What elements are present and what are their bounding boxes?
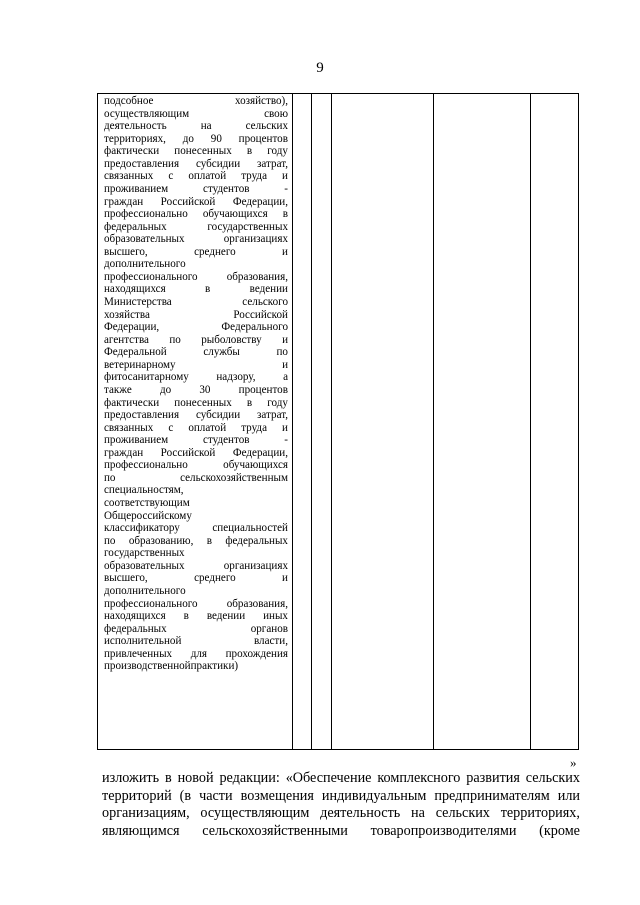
cell-text-word: специальностей	[212, 522, 288, 535]
paragraph-word: деятельность	[320, 805, 401, 821]
cell-text-word: профессионально	[104, 459, 188, 472]
paragraph-word: сельских	[435, 805, 490, 821]
cell-text-word: Федерального	[221, 321, 288, 334]
cell-text-line	[104, 572, 288, 585]
cell-text-word: образовательных	[104, 233, 185, 246]
cell-text-line	[104, 95, 288, 108]
cell-text-word: среднего	[194, 245, 236, 258]
cell-text-word: привлеченных	[104, 647, 173, 660]
cell-text-word: подсобное	[104, 95, 154, 107]
cell-text-word: процентов	[238, 383, 288, 396]
cell-text-word: высшего,	[104, 245, 148, 258]
cell-text-word: государственных	[207, 220, 288, 233]
cell-text-line	[104, 459, 288, 472]
cell-text-word: службы	[203, 346, 240, 359]
paragraph-word: в	[164, 770, 172, 786]
paragraph-word: товаропроизводителями	[370, 822, 517, 839]
cell-text-line	[104, 384, 288, 397]
cell-text-word: студентов	[203, 182, 250, 195]
cell-text-word: по	[276, 346, 288, 359]
cell-text-word: -	[284, 434, 288, 447]
paragraph-word: развития	[466, 770, 520, 786]
cell-text-word: профессионального	[104, 597, 198, 610]
cell-text-word: субсидии	[195, 409, 241, 422]
cell-text-line	[104, 397, 288, 410]
cell-text-word: сельского	[242, 296, 288, 308]
cell-text-word: фитосанитарному	[104, 371, 189, 384]
paragraph-word: сельскохозяйственными	[202, 822, 348, 839]
cell-text-word: по	[104, 471, 116, 484]
cell-text-word: сельскохозяйственным	[180, 471, 288, 484]
cell-text-line	[104, 447, 288, 460]
cell-text-word: процентов	[238, 132, 288, 145]
cell-text-line	[104, 120, 288, 133]
cell-text-word: надзору,	[216, 371, 256, 384]
cell-text-word: обучающихся	[223, 459, 288, 472]
cell-text-line	[104, 409, 288, 422]
cell-text-word: обучающихся	[202, 208, 268, 221]
cell-text-word: а	[283, 371, 288, 384]
cell-text-line	[104, 170, 288, 183]
cell-text-word: фактически	[104, 396, 160, 409]
cell-text-word: фактически	[104, 145, 160, 158]
cell-text-word: и	[282, 358, 288, 371]
cell-text-word: предоставления	[104, 157, 180, 170]
cell-text-word: в	[246, 396, 253, 409]
cell-text-word: связанных	[104, 421, 154, 434]
cell-text-line	[104, 321, 288, 334]
cell-text-line	[104, 334, 288, 347]
cell-text-word: деятельность	[104, 120, 167, 133]
cell-text-word: 90	[210, 132, 222, 145]
cell-text-word: высшего,	[104, 572, 148, 585]
table-column-divider	[331, 94, 332, 749]
cell-text-word: 30	[199, 383, 211, 396]
cell-text-word: рыболовству	[201, 333, 262, 346]
cell-text-word: и	[282, 421, 288, 434]
cell-text-line	[104, 610, 288, 623]
cell-text-word: до	[159, 383, 172, 396]
cell-text-line	[104, 258, 288, 271]
cell-text-word: соответствующим	[104, 497, 190, 509]
cell-text-word: Федерации,	[104, 321, 160, 334]
cell-text-line	[104, 309, 288, 322]
cell-text-word: и	[282, 572, 288, 585]
cell-text-word: федеральных	[225, 534, 288, 547]
cell-text-word: с	[168, 170, 174, 183]
cell-text-word: оплатой	[188, 421, 227, 434]
cell-text-word: агентства	[104, 333, 149, 346]
cell-text-word: ветеринарному	[104, 358, 176, 371]
paragraph-word: (кроме	[539, 822, 580, 839]
amendment-paragraph	[102, 770, 580, 840]
cell-text-word: труда	[241, 170, 267, 183]
cell-text-line	[104, 208, 288, 221]
cell-text-word: осуществляющим	[104, 107, 190, 120]
cell-text-word: до	[182, 132, 194, 145]
cell-text-word: государственных	[104, 547, 185, 560]
cell-text-word: ведении	[249, 283, 288, 296]
paragraph-word: сельских	[525, 770, 580, 786]
cell-text-word: и	[282, 333, 288, 346]
paragraph-word: части	[199, 787, 233, 804]
cell-text-word: Российской	[160, 446, 216, 459]
cell-text-line	[104, 434, 288, 447]
paragraph-word: изложить	[102, 770, 160, 786]
cell-text-word: практики)	[190, 660, 239, 673]
cell-text-line	[104, 158, 288, 171]
cell-text-word: образования,	[226, 597, 288, 610]
paragraph-word: организациям,	[102, 805, 190, 821]
cell-text-word: связанных	[104, 170, 154, 183]
cell-text-word: власти,	[253, 635, 288, 648]
cell-text-word: организациях	[223, 559, 288, 572]
cell-text-word: федеральных	[104, 622, 167, 635]
cell-text-line	[104, 510, 288, 523]
table-cell-text	[104, 95, 288, 673]
table-column-divider	[530, 94, 531, 749]
cell-text-word: производственной	[104, 660, 191, 673]
cell-text-word: в	[205, 283, 211, 296]
table-column-divider	[433, 94, 434, 749]
cell-text-word: хозяйства	[104, 308, 150, 321]
cell-text-word: по	[104, 534, 116, 547]
cell-text-word: классификатору	[104, 522, 180, 535]
paragraph-word: территорий	[102, 787, 172, 804]
cell-text-word: прохождения	[225, 647, 288, 660]
cell-text-word: проживанием	[104, 182, 169, 195]
cell-text-word: в	[183, 610, 189, 623]
cell-text-word: для	[190, 647, 207, 660]
cell-text-line	[104, 522, 288, 535]
paragraph-word: комплексного	[377, 770, 461, 786]
cell-text-word: дополнительного	[104, 584, 186, 597]
table-column-divider	[292, 94, 293, 749]
paragraph-line	[102, 823, 580, 841]
paragraph-line	[102, 788, 580, 806]
cell-text-line	[104, 422, 288, 435]
cell-text-line	[104, 585, 288, 598]
paragraph-word: территориях,	[500, 805, 580, 821]
cell-text-line	[104, 547, 288, 560]
cell-text-word: организациях	[223, 233, 288, 246]
paragraph-word: предпринимателям	[434, 787, 550, 804]
cell-text-word: в	[246, 145, 253, 158]
cell-text-word: в	[206, 534, 212, 547]
paragraph-word: редакции:	[219, 770, 280, 786]
cell-text-line	[104, 108, 288, 121]
cell-text-line	[104, 346, 288, 359]
cell-text-word: Федерации,	[232, 446, 288, 459]
cell-text-word: граждан	[104, 195, 144, 208]
cell-text-word: Российской	[233, 308, 288, 321]
cell-text-word: образования,	[226, 270, 288, 283]
table-column-divider	[311, 94, 312, 749]
cell-text-line	[104, 196, 288, 209]
cell-text-word: году	[267, 396, 288, 409]
cell-text-word: и	[282, 170, 288, 183]
cell-text-word: федеральных	[104, 220, 167, 233]
cell-text-word: проживанием	[104, 434, 169, 447]
cell-text-line	[104, 133, 288, 146]
paragraph-word: являющимся	[102, 822, 180, 839]
cell-text-word: хозяйство),	[234, 95, 288, 107]
cell-text-line	[104, 660, 288, 673]
cell-text-line	[104, 497, 288, 510]
cell-text-word: профессионально	[104, 208, 188, 221]
cell-text-word: по	[169, 333, 181, 346]
paragraph-word: «Обеспечение	[285, 770, 372, 786]
cell-text-word: понесенных	[174, 396, 232, 409]
cell-text-word: также	[104, 383, 132, 396]
paragraph-word: индивидуальным	[321, 787, 427, 804]
paragraph-word: (в	[179, 787, 192, 804]
cell-text-word: и	[282, 245, 288, 258]
paragraph-word: на	[411, 805, 425, 821]
cell-text-line	[104, 484, 288, 497]
cell-text-word: находящихся	[104, 283, 166, 296]
cell-text-word: территориях,	[104, 132, 166, 145]
paragraph-word: осуществляющим	[200, 805, 310, 821]
paragraph-word: возмещения	[240, 787, 314, 804]
cell-text-word: ведении	[206, 610, 246, 623]
cell-text-word: с	[168, 421, 174, 434]
cell-text-line	[104, 246, 288, 259]
cell-text-word: Федерации,	[232, 195, 288, 208]
cell-text-line	[104, 635, 288, 648]
closing-quote: »	[570, 755, 577, 770]
cell-text-word: затрат,	[257, 409, 288, 422]
page-number: 9	[316, 60, 324, 76]
cell-text-line	[104, 221, 288, 234]
paragraph-line	[102, 805, 580, 823]
cell-text-line	[104, 145, 288, 158]
cell-text-word: на	[200, 120, 212, 133]
cell-text-word: в	[282, 208, 288, 221]
cell-text-word: труда	[241, 421, 267, 434]
cell-text-line	[104, 472, 288, 485]
cell-text-word: дополнительного	[104, 258, 186, 271]
cell-text-word: оплатой	[188, 170, 227, 183]
cell-text-word: образовательных	[104, 559, 185, 572]
cell-text-word: граждан	[104, 446, 144, 459]
cell-text-line	[104, 623, 288, 636]
cell-text-word: Российской	[160, 195, 216, 208]
cell-text-line	[104, 560, 288, 573]
cell-text-word: свою	[264, 107, 288, 120]
cell-text-word: субсидии	[195, 157, 241, 170]
cell-text-word: образованию,	[128, 534, 194, 547]
cell-text-word: предоставления	[104, 409, 180, 422]
cell-text-word: затрат,	[257, 157, 288, 170]
cell-text-word: студентов	[203, 434, 250, 447]
cell-text-word: сельских	[245, 120, 288, 133]
cell-text-word: специальностям,	[104, 484, 184, 497]
cell-text-line	[104, 283, 288, 296]
cell-text-line	[104, 535, 288, 548]
cell-text-word: Общероссийскому	[104, 509, 192, 522]
cell-text-line	[104, 296, 288, 309]
cell-text-line	[104, 271, 288, 284]
paragraph-word: новой	[177, 770, 214, 786]
cell-text-word: Федеральной	[104, 346, 167, 359]
cell-text-line	[104, 371, 288, 384]
cell-text-word: году	[267, 145, 288, 158]
cell-text-word: профессионального	[104, 270, 198, 283]
cell-text-word: иных	[263, 610, 288, 623]
paragraph-word: или	[557, 787, 580, 804]
cell-text-line	[104, 183, 288, 196]
cell-text-word: Министерства	[104, 296, 172, 308]
cell-text-line	[104, 233, 288, 246]
cell-text-word: понесенных	[174, 145, 232, 158]
cell-text-line	[104, 359, 288, 372]
cell-text-word: органов	[250, 622, 288, 635]
cell-text-word: -	[284, 182, 288, 195]
paragraph-line	[102, 770, 580, 788]
cell-text-word: находящихся	[104, 610, 166, 623]
cell-text-line	[104, 648, 288, 661]
cell-text-line	[104, 598, 288, 611]
cell-text-word: исполнительной	[104, 635, 182, 648]
cell-text-word: среднего	[194, 572, 236, 585]
